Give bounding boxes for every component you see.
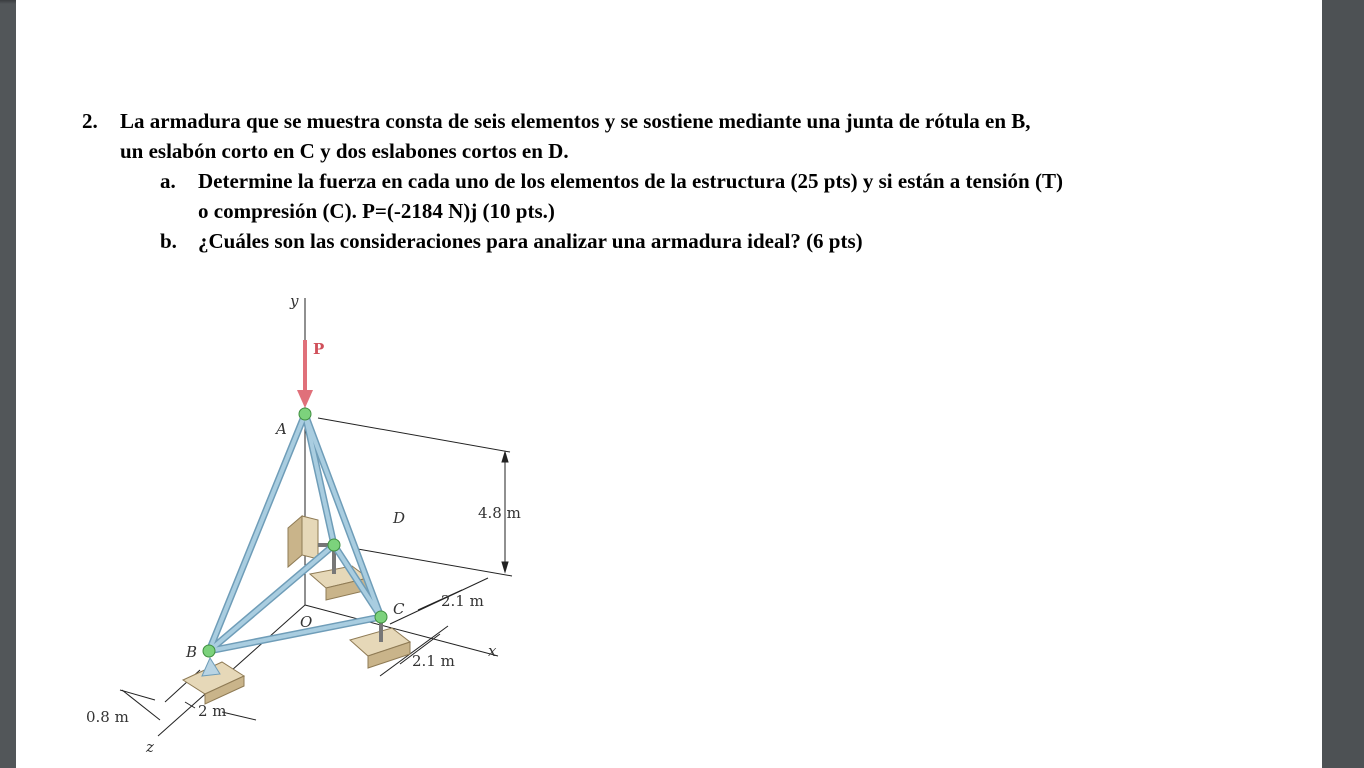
joint-A	[299, 408, 311, 420]
label-z-axis: z	[146, 738, 154, 756]
label-joint-A: A	[276, 420, 287, 438]
subquestion-b-line-1: ¿Cuáles son las consideraciones para analizar una armadura ideal? (6 pts)	[198, 229, 863, 253]
joint-D	[328, 539, 340, 551]
viewer-background-right	[1322, 0, 1364, 768]
dimension-cz-label: 2.1 m	[412, 652, 455, 670]
joint-B	[203, 645, 215, 657]
subquestion-a-line-1: Determine la fuerza en cada uno de los elementos de la estructura (25 pts) y si están a tensión (T)	[198, 169, 1063, 193]
label-load-P: P	[313, 340, 325, 358]
dimension-b-x-label: 2 m	[198, 702, 227, 720]
problem-statement	[82, 106, 1272, 166]
dimension-cx-label: 2.1 m	[441, 592, 484, 610]
subquestion-a	[160, 166, 1272, 226]
label-origin-O: O	[300, 613, 313, 631]
subquestion-a-line-2: o compresión (C). P=(-2184 N)j (10 pts.)	[198, 199, 555, 223]
label-x-axis: x	[488, 642, 497, 660]
subquestion-a-letter: a.	[160, 169, 176, 193]
label-joint-B: B	[186, 643, 198, 661]
subquestion-b-letter: b.	[160, 229, 177, 253]
statement-line-2: un eslabón corto en C y dos eslabones cortos en D.	[120, 139, 569, 163]
joint-C	[375, 611, 387, 623]
support-B	[183, 658, 244, 704]
label-joint-C: C	[393, 600, 405, 618]
dimension-height-label: 4.8 m	[478, 504, 521, 522]
load-arrow-P	[297, 340, 313, 408]
problem-2	[82, 106, 1272, 256]
problem-number: 2.	[82, 109, 98, 133]
label-joint-D: D	[393, 509, 406, 527]
label-y-axis: y	[290, 292, 299, 310]
truss-figure	[80, 286, 540, 768]
subquestion-b	[160, 226, 1272, 256]
statement-line-1: La armadura que se muestra consta de seis elementos y se sostiene mediante una junta de rótula en B,	[120, 109, 1031, 133]
dimension-b-offset-label: 0.8 m	[86, 708, 129, 726]
